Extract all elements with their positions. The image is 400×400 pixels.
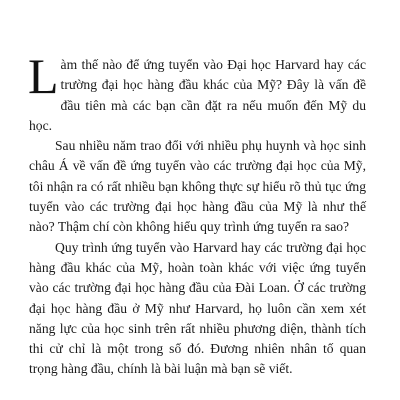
paragraph-1 bbox=[28, 48, 366, 136]
body-text bbox=[28, 48, 366, 380]
paragraph-2: Sau nhiều năm trao đổi với nhiều phụ huynh và học sinh châu Á về vấn đề ứng tuyển vào các trường đại học của Mỹ, tôi nhận ra có rất nhiều bạn không thực sự hiểu rõ thủ tục ứng tuyển vào các trường đại học hàng đầu của Mỹ là như thế nào? Thậm chí còn không hiểu quy trình ứng tuyển ra sao? bbox=[29, 138, 366, 235]
drop-cap-letter: L bbox=[28, 48, 59, 104]
paragraph-1-text: àm thế nào để ứng tuyển vào Đại học Harvard hay các trường đại học hàng đầu khác của Mỹ? Đây là vấn đề đầu tiên mà các bạn cần đặt ra nếu muốn đến Mỹ du học. bbox=[29, 57, 366, 133]
paragraph-3: Quy trình ứng tuyển vào Harvard hay các trường đại học hàng đầu khác của Mỹ, hoàn toàn khác với việc ứng tuyển vào các trường đại học hàng đầu của Đài Loan. Ở các trường đại học hàng đầu ở Mỹ như Harvard, họ luôn cần xem xét năng lực của học sinh trên rất nhiều phương diện, thành tích thi cử chỉ là một trong số đó. Đương nhiên nhân tố quan trọng hàng đầu, chính là bài luận mà bạn sẽ viết. bbox=[29, 239, 366, 377]
